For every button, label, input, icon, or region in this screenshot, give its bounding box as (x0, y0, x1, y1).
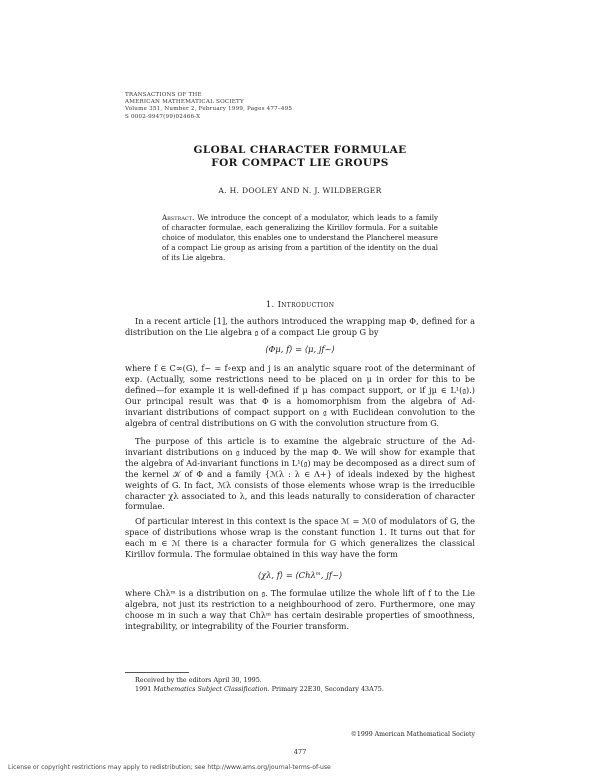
abstract (162, 213, 438, 263)
footnote-received (125, 676, 475, 685)
msc-value: Primary 22E30, Secondary 43A75. (271, 685, 384, 693)
paragraph-2 (125, 363, 475, 428)
paragraph-text: where f ∈ C∞(G), f~ = f∘exp and j is an analytic square root of the determinant of exp. (Actually, some restrictions need to be placed on μ in order for this to be defined—for example it is well-defined if μ has compact support, or if jμ ∈ L¹(𝔤).) Our principal result was that Φ is a homomorphism from the algebra of Ad-invariant distributions of compact support on 𝔤 with Euclidean convolution to the algebra of central distributions on G with the convolution structure from G. (125, 363, 475, 428)
journal-header-line: TRANSACTIONS OF THE (125, 92, 202, 98)
msc-label: Mathematics Subject Classification. (153, 685, 270, 693)
section-heading: 1. Introduction (265, 300, 335, 310)
footnotes (125, 676, 475, 694)
footnote-msc (125, 685, 475, 694)
paragraph-5 (125, 588, 475, 632)
journal-header-line: S 0002-9947(99)02466-X (125, 113, 201, 120)
journal-header-line: AMERICAN MATHEMATICAL SOCIETY (125, 99, 244, 106)
title-line-2: FOR COMPACT LIE GROUPS (211, 157, 389, 169)
paragraph-3 (125, 436, 475, 512)
journal-header-line: Volume 351, Number 2, February 1999, Pages 477–495 (125, 106, 293, 113)
license-footer: License or copyright restrictions may apply to redistribution; see http://www.ams.org/journal-terms-of-use (8, 764, 331, 771)
paragraph-1 (125, 316, 475, 338)
abstract-text: We introduce the concept of a modulator, which leads to a family of character formulae, each generalizing the Kirillov formula. For a suitable choice of modulator, this enables one to understand the Plancherel measure of a compact Lie group as arising from a partition of the identity on the dual of its Lie algebra. (162, 213, 438, 263)
page-number: 477 (293, 748, 307, 756)
title-line-1: GLOBAL CHARACTER FORMULAE (193, 144, 407, 156)
paragraph-text: Of particular interest in this context is the space ℳ = ℳ0 of modulators of G, the space of distributions whose wrap is the constant function 1. It turns out that for each m ∈ ℳ there is a character formula for G which generalizes the classical Kirillov formula. The formulae obtained in this way have the form (125, 516, 475, 559)
equation-1: ⟨Φμ, f⟩ = ⟨μ, jf~⟩ (265, 344, 335, 354)
received-text: Received by the editors April 30, 1995. (135, 676, 262, 684)
msc-year: 1991 (135, 685, 152, 693)
paper-title (0, 144, 600, 170)
paragraph-4 (125, 516, 475, 560)
paragraph-text: In a recent article [1], the authors introduced the wrapping map Φ, defined for a distribution on the Lie algebra 𝔤 of a compact Lie group G by (125, 316, 475, 337)
journal-header (125, 92, 292, 121)
paragraph-text: The purpose of this article is to examine the algebraic structure of the Ad-invariant distributions on 𝔤 induced by the map Φ. We will show for example that the algebra of Ad-invariant functions in L¹(𝔤) may be decomposed as a direct sum of the kernel 𝒦 of Φ and a family {ℳλ : λ ∈ Λ+} of ideals indexed by the highest weights of G. In fact, ℳλ consists of those elements whose wrap is the irreducible character χλ associated to λ, and this leads naturally to consideration of character formulae. (125, 436, 475, 512)
footnote-divider (125, 672, 189, 673)
paragraph-text: where Chλᵐ is a distribution on 𝔤. The formulae utilize the whole lift of f to the Lie algebra, not just its restriction to a neighbourhood of zero. Furthermore, one may choose m in such a way that Chλᵐ has certain desirable properties of smoothness, integrability, or integrability of the Fourier transform. (125, 588, 475, 631)
copyright-notice: ©1999 American Mathematical Society (350, 731, 475, 738)
equation-2: ⟨χλ, f⟩ = ⟨Chλᵐ, jf~⟩ (257, 570, 343, 580)
abstract-label: Abstract. (162, 213, 195, 222)
authors: A. H. DOOLEY AND N. J. WILDBERGER (218, 186, 382, 195)
